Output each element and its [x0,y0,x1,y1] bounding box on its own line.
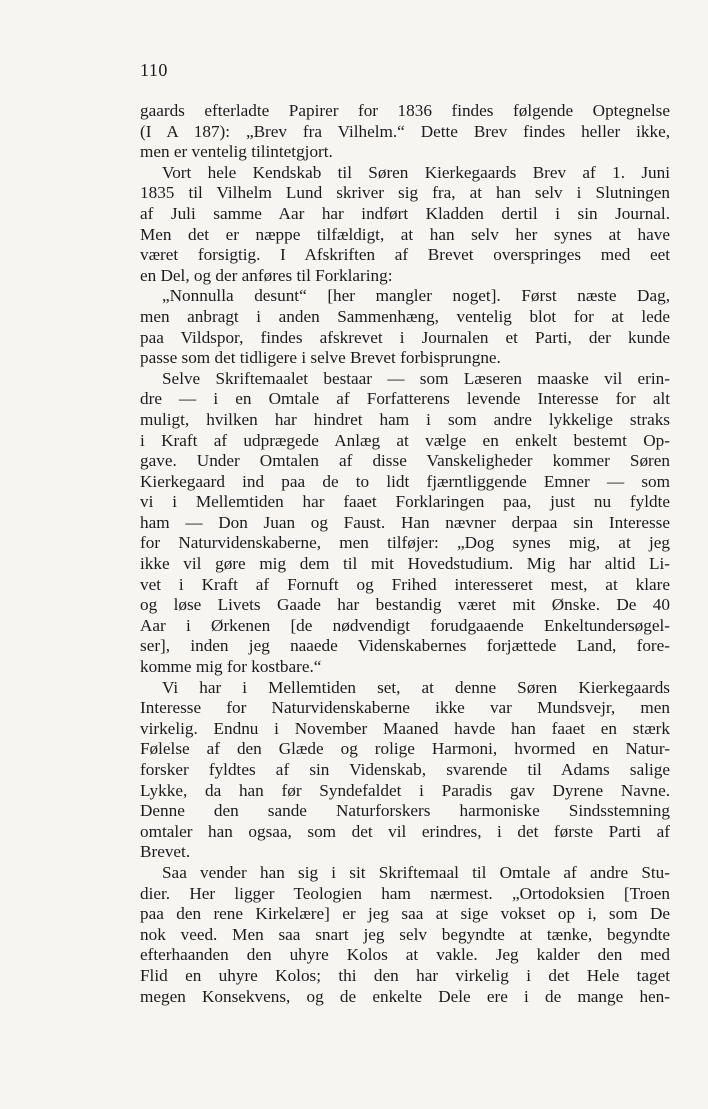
text-line: omtaler han ogsaa, som det vil erindres, i det første Parti af [140,821,670,841]
text-line: været forsigtig. I Afskriften af Brevet overspringes med eet [140,245,670,265]
text-line: Interesse for Naturvidenskaberne ikke var Mundsvejr, men [140,698,670,718]
text-line: dre — i en Omtale af Forfatterens levende Interesse for alt [140,389,670,409]
text-line: vi i Mellemtiden har faaet Forklaringen paa, just nu fyldte [140,492,670,512]
text-line: ser], inden jeg naaede Videnskabernes forjættede Land, fore- [140,636,670,656]
text-line: Aar i Ørkenen [de nødvendigt forudgaaende Enkeltundersøgel- [140,615,670,635]
text-line: megen Konsekvens, og de enkelte Dele ere i de mange hen- [140,986,670,1006]
text-line: Brevet. [140,842,191,862]
page-number: 110 [140,60,168,80]
text-line: (I A 187): „Brev fra Vilhelm.“ Dette Brev findes heller ikke, [140,121,670,141]
text-line: for Naturvidenskaberne, men tilføjer: „Dog synes mig, at jeg [140,533,670,553]
text-line: Saa vender han sig i sit Skriftemaal til Omtale af andre Stu- [162,862,670,882]
text-line: efterhaanden den uhyre Kolos at vakle. Jeg kalder den med [140,945,670,965]
text-line: ikke vil gøre mig dem til mit Hovedstudium. Mig har altid Li- [140,554,670,574]
text-line: Men det er næppe tilfældigt, at han selv her synes at have [140,224,670,244]
text-line: Selve Skriftemaalet bestaar — som Læseren maaske vil erin- [162,368,670,388]
text-line: Vort hele Kendskab til Søren Kierkegaards Brev af 1. Juni [162,162,670,182]
text-line: i Kraft af udprægede Anlæg at vælge en enkelt bestemt Op- [140,430,670,450]
text-line: men er ventelig tilintetgjort. [140,142,333,162]
text-line: paa den rene Kirkelære] er jeg saa at sige vokset op i, som De [140,904,670,924]
text-line: Følelse af den Glæde og rolige Harmoni, hvormed en Natur- [140,739,670,759]
text-line: dier. Her ligger Teologien ham nærmest. „Ortodoksien [Troen [140,883,670,903]
text-line: vet i Kraft af Fornuft og Frihed interesseret mest, at klare [140,574,670,594]
text-line: komme mig for kostbare.“ [140,657,322,677]
text-line: ham — Don Juan og Faust. Han nævner derpaa sin Interesse [140,512,670,532]
text-line: Flid en uhyre Kolos; thi den har virkelig i det Hele taget [140,965,670,985]
text-line: muligt, hvilken har hindret ham i som andre lykkelige straks [140,409,670,429]
text-line: paa Vildspor, findes afskrevet i Journalen et Parti, der kunde [140,327,670,347]
body-text [140,101,670,1007]
text-line: en Del, og der anføres til Forklaring: [140,265,393,285]
text-line: nok veed. Men saa snart jeg selv begyndte at tænke, begyndte [140,924,670,944]
text-line: gaards efterladte Papirer for 1836 findes følgende Optegnelse [140,101,670,120]
text-line: Kierkegaard ind paa de to lidt fjærntliggende Emner — som [140,471,670,491]
text-line: „Nonnulla desunt“ [her mangler noget]. Først næste Dag, [162,286,670,306]
text-line: passe som det tidligere i selve Brevet forbisprungne. [140,348,501,368]
text-line: men anbragt i anden Sammenhæng, ventelig blot for at lede [140,306,670,326]
text-line: gave. Under Omtalen af disse Vanskeligheder kommer Søren [140,451,670,471]
text-line: 1835 til Vilhelm Lund skriver sig fra, at han selv i Slutningen [140,183,670,203]
text-line: Denne den sande Naturforskers harmoniske Sindsstemning [140,801,670,821]
text-line: af Juli samme Aar har indført Kladden dertil i sin Journal. [140,203,670,223]
text-line: virkelig. Endnu i November Maaned havde han faaet en stærk [140,718,670,738]
text-line: Vi har i Mellemtiden set, at denne Søren Kierkegaards [162,677,670,697]
text-line: Lykke, da han før Syndefaldet i Paradis gav Dyrene Navne. [140,780,670,800]
text-line: forsker fyldtes af sin Videnskab, svarende til Adams salige [140,760,670,779]
text-line: og løse Livets Gaade har bestandig været mit Ønske. De 40 [140,595,670,615]
